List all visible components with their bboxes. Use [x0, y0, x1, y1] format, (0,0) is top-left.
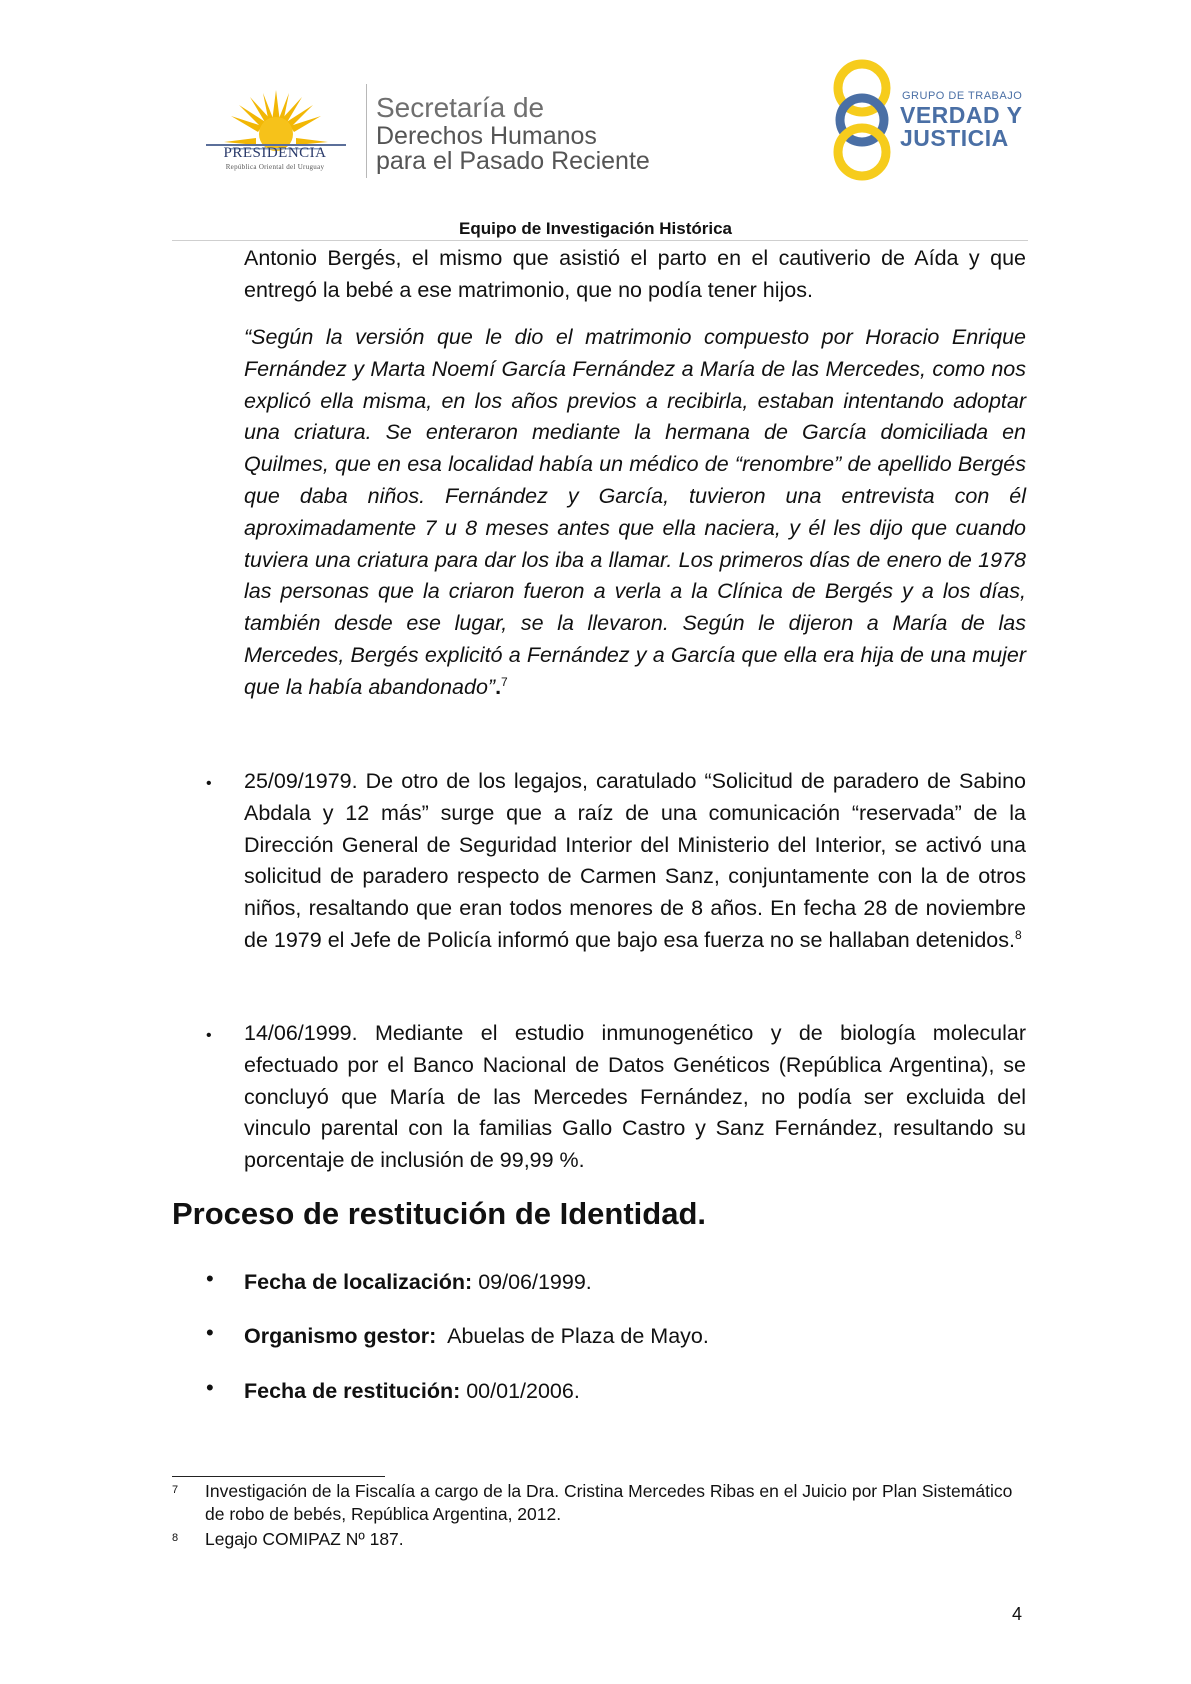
info-item-restitucion [244, 1379, 580, 1404]
intro-paragraph: Antonio Bergés, el mismo que asistió el parto en el cautiverio de Aída y que entregó la bebé a ese matrimonio, que no podía tener hijos. [244, 246, 1026, 302]
info-value: Abuelas de Plaza de Mayo. [436, 1324, 709, 1348]
grupo-de-trabajo-label: GRUPO DE TRABAJO [902, 90, 1023, 102]
footnote-text-7: Investigación de la Fiscalía a cargo de la Dra. Cristina Mercedes Ribas en el Juicio por Plan Sistemático de robo de bebés, República Argentina, 2012. [205, 1481, 1013, 1524]
footnote-ref-7[interactable]: 7 [501, 674, 508, 689]
quote-end: . [495, 674, 502, 699]
quote-paragraph [244, 322, 1026, 704]
bullet-1-text: 25/09/1979. De otro de los legajos, caratulado “Solicitud de paradero de Sabino Abdala y 12 más” surge que a raíz de una comunicación “reservada” de la Dirección General de Seguridad Interior del Ministerio del Interior, se activó una solicitud de paradero respecto de Carmen Sanz, conjuntamente con la de otros niños, resaltando que eran todos menores de 8 años. En fecha 28 de noviembre de 1979 el Jefe de Policía informó que bajo esa fuerza no se hallaban detenidos. [244, 769, 1026, 952]
footnote-number-8: 8 [172, 1532, 179, 1544]
section-heading: Proceso de restitución de Identidad. [172, 1196, 706, 1231]
bullet-paragraph-1 [244, 766, 1026, 957]
info-item-localizacion [244, 1270, 592, 1295]
presidencia-subtitle: República Oriental del Uruguay [225, 163, 325, 171]
secretaria-line-3: para el Pasado Reciente [376, 147, 650, 175]
footnote-ref-8[interactable]: 8 [1014, 927, 1022, 942]
info-bullet-1: • [206, 1266, 214, 1291]
footnote-number-7: 7 [172, 1484, 179, 1496]
verdad-y-label: VERDAD Y [900, 102, 1023, 128]
bullet-paragraph-2: 14/06/1999. Mediante el estudio inmunogenético y de biología molecular efectuado por el Banco Nacional de Datos Genéticos (República Argentina), se concluyó que María de las Mercedes Fernández, no podía ser excluida del vinculo parental con la familias Gallo Castro y Sanz Fernández, resultando su porcentaje de inclusión de 99,99 %. [244, 1021, 1026, 1173]
secretaria-line-1: Secretaría de [376, 92, 545, 123]
info-label: Organismo gestor: [244, 1324, 437, 1348]
team-title: Equipo de Investigación Histórica [459, 219, 732, 238]
info-label: Fecha de localización: [244, 1270, 473, 1294]
verdad-justicia-rings-logo [822, 58, 900, 182]
info-label: Fecha de restitución: [244, 1379, 461, 1403]
secretaria-line-2: Derechos Humanos [376, 122, 597, 150]
bullet-marker-2: • [206, 1027, 212, 1044]
info-bullet-3: • [206, 1375, 214, 1400]
info-value: 00/01/2006. [460, 1379, 580, 1403]
header-rule [172, 240, 1028, 241]
info-value: 09/06/1999. [472, 1270, 592, 1294]
justicia-label: JUSTICIA [900, 125, 1009, 151]
footnote-text-8: Legajo COMIPAZ Nº 187. [205, 1529, 404, 1549]
quote-text: “Según la versión que le dio el matrimonio compuesto por Horacio Enrique Fernández y Marta Noemí García Fernández a María de las Mercedes, como nos explicó ella misma, en los años previos a recibirla, estaban intentando adoptar una criatura. Se enteraron mediante la hermana de García domiciliada en Quilmes, que en esa localidad había un médico de “renombre” de apellido Bergés que daba niños. Fernández y García, tuvieron una entrevista con él aproximadamente 7 u 8 meses antes que ella naciera, y él les dijo que cuando tuviera una criatura para dar los iba a llamar. Los primeros días de enero de 1978 las personas que la criaron fueron a verla a la Clínica de Bergés y a los días, también desde ese lugar, se la llevaron. Según le dijeron a María de las Mercedes, Bergés explicitó a Fernández y a García que ella era hija de una mujer que la había abandonado” [244, 325, 1026, 699]
page-number: 4 [1012, 1604, 1023, 1624]
info-bullet-2: • [206, 1320, 214, 1345]
info-item-organismo [244, 1324, 709, 1349]
bullet-marker-1: • [206, 775, 212, 792]
header-divider [366, 84, 367, 178]
presidencia-wordmark: PRESIDENCIA [223, 145, 327, 161]
footnote-separator [172, 1476, 385, 1477]
